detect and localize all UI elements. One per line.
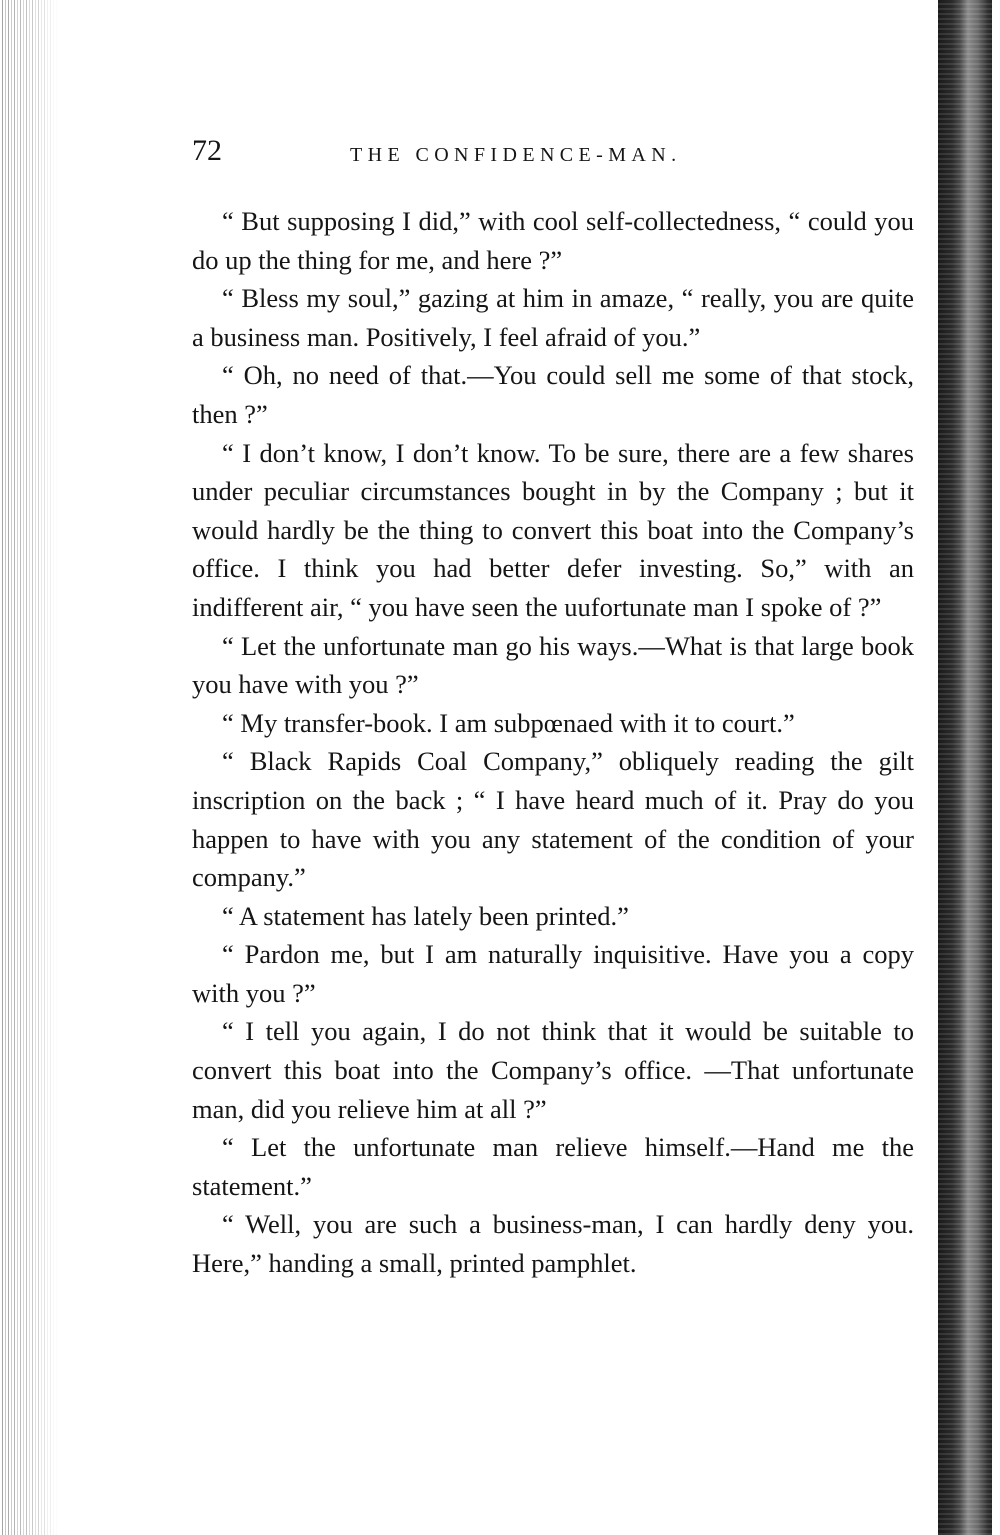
paragraph: “ Let the unfortunate man go his ways.—What is that large book you have with you ?” [192,630,914,700]
body-text [192,202,914,1283]
paragraph: “ Bless my soul,” gazing at him in amaze, “ really, you are quite a business man. Positively, I feel afraid of you.” [192,283,914,352]
paragraph: “ Pardon me, but I am naturally inquisitive. Have you a copy with you ?” [192,939,914,1008]
paragraph: “ Oh, no need of that.—You could sell me some of that stock, then ?” [192,360,914,429]
paragraph: “ I don’t know, I don’t know. To be sure, there are a few shares under peculiar circumstances bought in by the Company ; but it would hardly be the thing to convert this boat into the Company’s office. I think you had better defer investing. So,” with an indifferent air, “ you have seen the uufortunate man I spoke of ?” [192,437,914,622]
paragraph: “ Let the unfortunate man relieve himself.—Hand me the statement.” [192,1132,914,1201]
book-page [192,130,914,1283]
paragraph: “ But supposing I did,” with cool self-collectedness, “ could you do up the thing for me, and here ?” [192,206,914,275]
book-gutter-left [0,0,58,1535]
scan-border-right [992,0,1000,1535]
running-title: THE CONFIDENCE-MAN. [350,144,682,166]
running-head [192,130,914,180]
paragraph: “ My transfer-book. I am subpœnaed with it to court.” [222,707,795,738]
book-edge-right [938,0,1000,1535]
paragraph: “ I tell you again, I do not think that it would be suitable to convert this boat into the Company’s office. —That unfortunate man, did you relieve him at all ?” [192,1016,914,1124]
paragraph: “ Black Rapids Coal Company,” obliquely reading the gilt inscription on the back ; “ I have heard much of it. Pray do you happen to have with you any statement of the condition of your company.” [192,746,914,893]
paragraph: “ Well, you are such a business-man, I can hardly deny you. Here,” handing a small, printed pamphlet. [192,1209,914,1279]
page-number: 72 [192,134,222,167]
paragraph: “ A statement has lately been printed.” [222,900,629,931]
